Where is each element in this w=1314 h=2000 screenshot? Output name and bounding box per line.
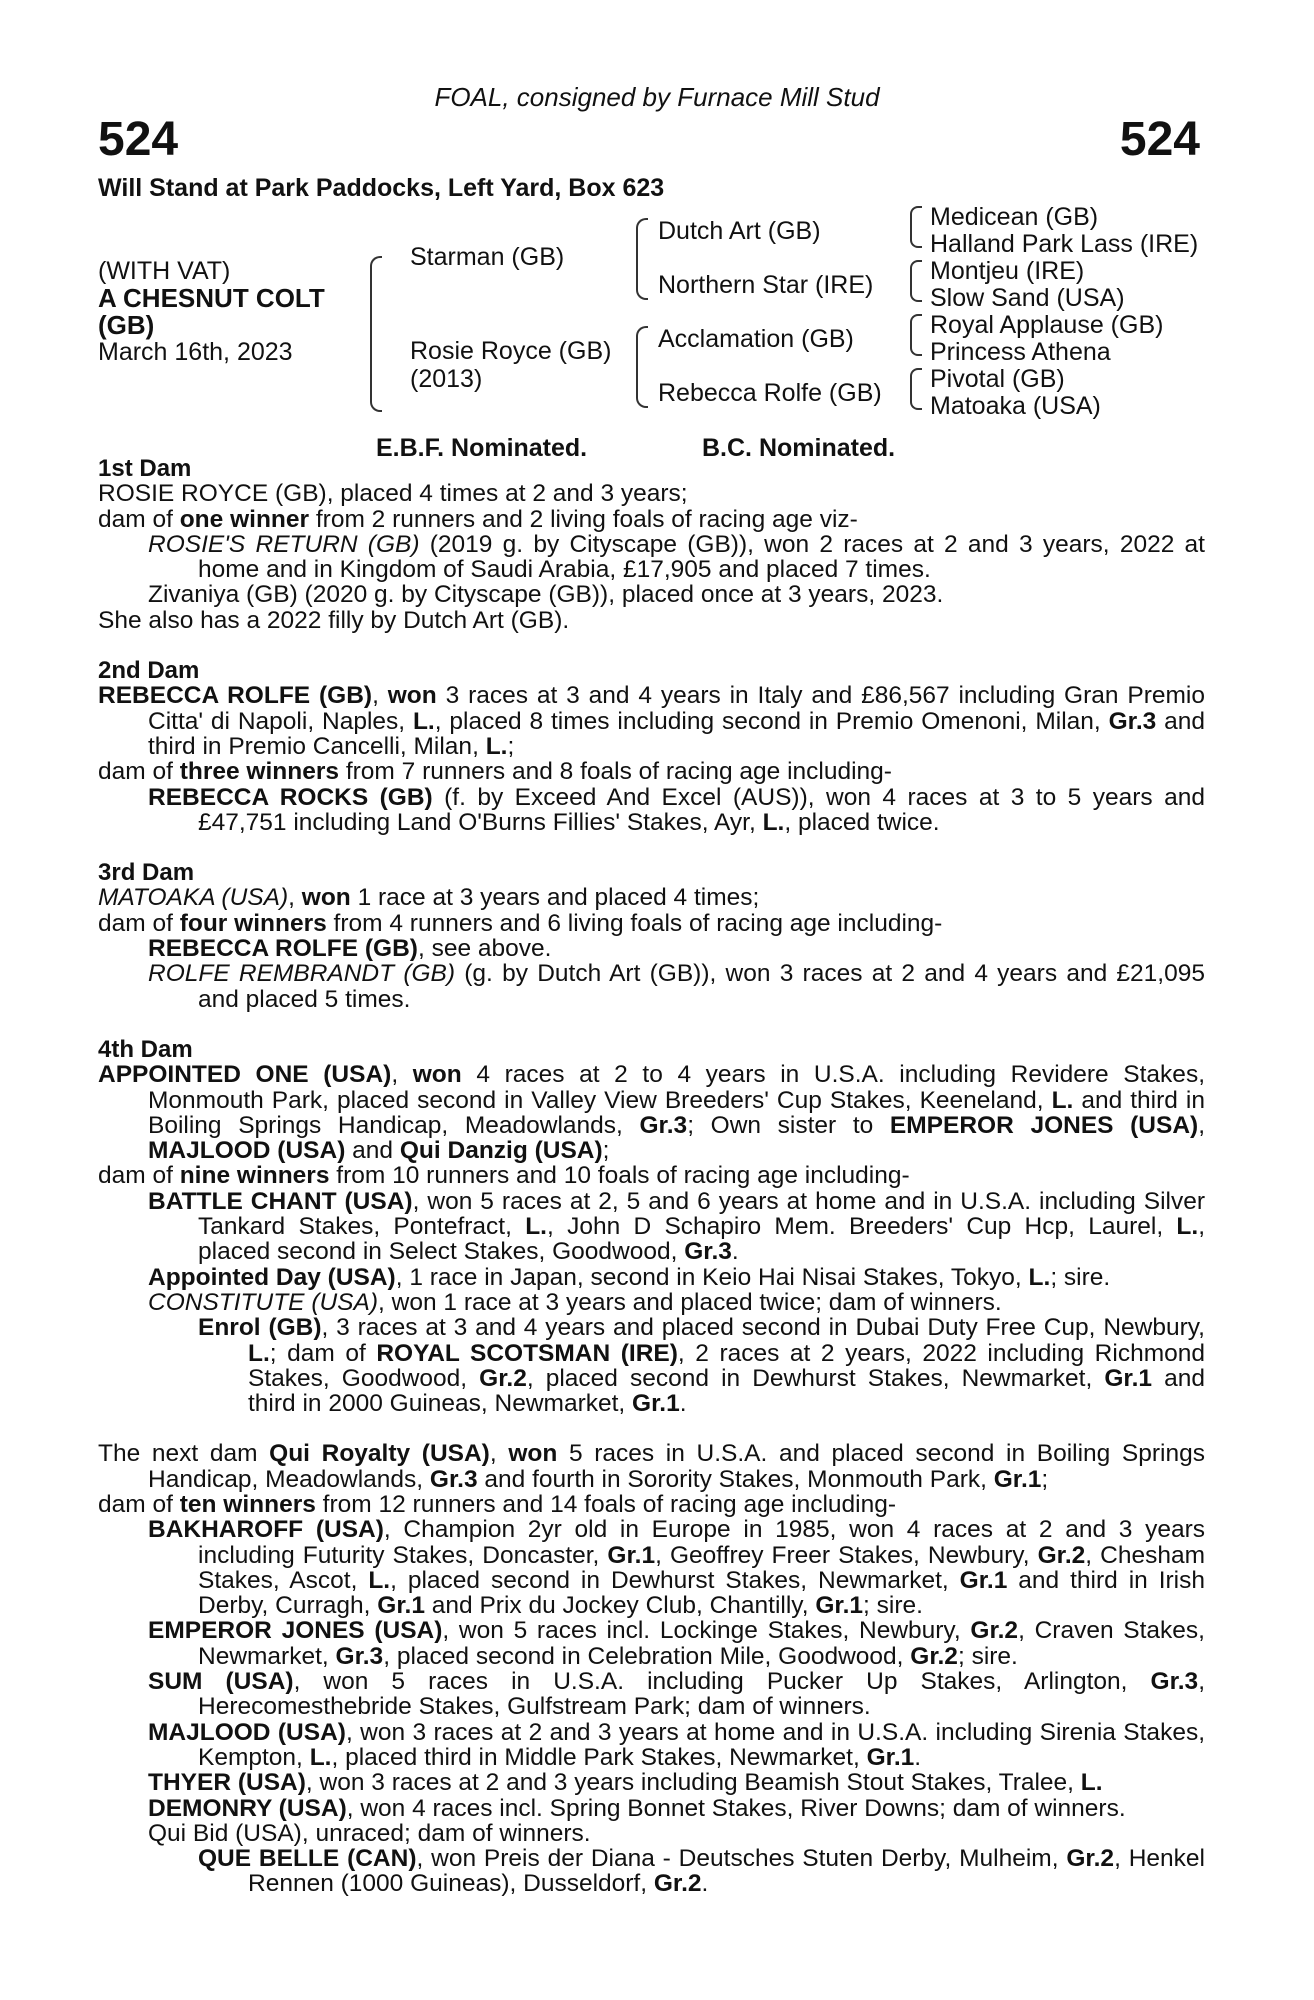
produce-que-belle: QUE BELLE (CAN), won Preis der Diana - Deutsches Stuten Derby, Mulheim, Gr.2, Henkel Rennen (1000 Guineas), Dusseldorf, Gr.2.: [198, 1845, 1205, 1898]
horse-description: A CHESNUT COLT: [98, 283, 325, 313]
brace-gen3-1: [910, 206, 922, 248]
produce-enrol: Enrol (GB), 3 races at 3 and 4 years and placed second in Dubai Duty Free Cup, Newbury, L.; dam of ROYAL SCOTSMAN (IRE), 2 races at 2 years, 2022 including Richmond Stakes, Goodwood, Gr.2, placed second in Dewhurst Stakes, Newmarket, Gr.1 and third in 2000 Guineas, Newmarket, Gr.1.: [198, 1314, 1205, 1418]
catalogue-body: [98, 456, 1205, 1897]
dam-year: (2013): [410, 365, 483, 393]
produce-thyer: THYER (USA), won 3 races at 2 and 3 years including Beamish Stout Stakes, Tralee, L.: [148, 1769, 1103, 1797]
next-dam-record: The next dam Qui Royalty (USA), won 5 races in U.S.A. and placed second in Boiling Springs Handicap, Meadowlands, Gr.3 and fourth in Sorority Stakes, Monmouth Park, Gr.1;: [98, 1440, 1206, 1493]
ebf-nominated: E.B.F. Nominated.: [376, 434, 588, 462]
gen3-1: Medicean (GB): [930, 203, 1099, 231]
third-dam-heading: 3rd Dam: [98, 859, 195, 887]
fourth-dam-produce-summary: dam of nine winners from 10 runners and 10 foals of racing age including-: [98, 1162, 910, 1190]
produce-appointed-day: Appointed Day (USA), 1 race in Japan, second in Keio Hai Nisai Stakes, Tokyo, L.; sire.: [148, 1263, 1111, 1291]
produce-demonry: DEMONRY (USA), won 4 races incl. Spring Bonnet Stakes, River Downs; dam of winners.: [148, 1794, 1126, 1822]
fourth-dam-heading: 4th Dam: [98, 1035, 193, 1063]
produce-rebecca-rolfe: REBECCA ROLFE (GB), see above.: [148, 935, 552, 963]
foaling-date: March 16th, 2023: [98, 338, 293, 366]
sire-of-dam: Acclamation (GB): [658, 325, 854, 353]
sire-of-sire: Dutch Art (GB): [658, 217, 821, 245]
brace-gen3-2: [910, 260, 922, 302]
third-dam-record: MATOAKA (USA), won 1 race at 3 years and placed 4 times;: [98, 884, 760, 912]
produce-bakharoff: BAKHAROFF (USA), Champion 2yr old in Europe in 1985, won 4 races at 2 and 3 years including Futurity Stakes, Doncaster, Gr.1, Geoffrey Freer Stakes, Newbury, Gr.2, Chesham Stakes, Ascot, L., placed second in Dewhurst Stakes, Newmarket, Gr.1 and third in Irish Derby, Curragh, Gr.1 and Prix du Jockey Club, Chantilly, Gr.1; sire.: [148, 1516, 1206, 1620]
gen3-4: Slow Sand (USA): [930, 284, 1125, 312]
gen3-7: Pivotal (GB): [930, 365, 1065, 393]
second-dam-heading: 2nd Dam: [98, 657, 200, 685]
third-dam-produce-summary: dam of four winners from 4 runners and 6 living foals of racing age including-: [98, 909, 943, 937]
dam-of-dam: Rebecca Rolfe (GB): [658, 379, 882, 407]
brace-gen3-4: [910, 368, 922, 410]
bc-nominated: B.C. Nominated.: [702, 434, 896, 462]
gen3-8: Matoaka (USA): [930, 392, 1101, 420]
vat-note: (WITH VAT): [98, 257, 231, 285]
first-dam-heading: 1st Dam: [98, 455, 192, 482]
brace-dam: [636, 326, 648, 408]
consignment-line: FOAL, consigned by Furnace Mill Stud: [434, 82, 880, 112]
lot-number-right: 524: [1119, 113, 1200, 166]
produce-rolfe-rembrandt: ROLFE REMBRANDT (GB) (g. by Dutch Art (GB)), won 3 races at 2 and 4 years and £21,095 and placed 5 times.: [148, 960, 1205, 1013]
dam-name: Rosie Royce (GB): [410, 337, 612, 365]
produce-sum: SUM (USA), won 5 races in U.S.A. including Pucker Up Stakes, Arlington, Gr.3, Herecomesthebride Stakes, Gulfstream Park; dam of winners.: [148, 1668, 1206, 1721]
second-dam-record: REBECCA ROLFE (GB), won 3 races at 3 and 4 years in Italy and £86,567 including Gran Premio Citta' di Napoli, Naples, L., placed 8 times including second in Premio Omenoni, Milan, Gr.3 and third in Premio Cancelli, Milan, L.;: [98, 682, 1206, 760]
produce-zivaniya: Zivaniya (GB) (2020 g. by Cityscape (GB)), placed once at 3 years, 2023.: [148, 581, 944, 609]
brace-gen1: [370, 256, 382, 412]
produce-emperor-jones: EMPEROR JONES (USA), won 5 races incl. Lockinge Stakes, Newbury, Gr.2, Craven Stakes, Newmarket, Gr.3, placed second in Celebration Mile, Goodwood, Gr.2; sire.: [148, 1617, 1205, 1670]
second-dam-produce-summary: dam of three winners from 7 runners and 8 foals of racing age including-: [98, 758, 892, 786]
first-dam-record: ROSIE ROYCE (GB), placed 4 times at 2 and 3 years;: [98, 480, 688, 508]
horse-country: (GB): [98, 310, 155, 340]
stand-location: Will Stand at Park Paddocks, Left Yard, Box 623: [98, 174, 665, 202]
first-dam-produce-summary: dam of one winner from 2 runners and 2 living foals of racing age viz-: [98, 505, 858, 533]
gen3-2: Halland Park Lass (IRE): [930, 230, 1199, 258]
gen3-3: Montjeu (IRE): [930, 257, 1085, 285]
produce-rosies-return: ROSIE'S RETURN (GB) (2019 g. by Cityscape (GB)), won 2 races at 2 and 3 years, 2022 at home and in Kingdom of Saudi Arabia, £17,905 and placed 7 times.: [148, 530, 1205, 584]
brace-gen3-3: [910, 314, 922, 356]
produce-qui-bid: Qui Bid (USA), unraced; dam of winners.: [148, 1819, 591, 1847]
lot-number-left: 524: [98, 113, 179, 166]
produce-constitute: CONSTITUTE (USA), won 1 race at 3 years and placed twice; dam of winners.: [148, 1288, 1002, 1316]
dam-of-sire: Northern Star (IRE): [658, 271, 874, 299]
gen3-5: Royal Applause (GB): [930, 311, 1164, 339]
sire-name: Starman (GB): [410, 243, 565, 271]
produce-battle-chant: BATTLE CHANT (USA), won 5 races at 2, 5 and 6 years at home and in U.S.A. including Silver Tankard Stakes, Pontefract, L., John D Schapiro Mem. Breeders' Cup Hcp, Laurel, L., placed second in Select Stakes, Goodwood, Gr.3.: [148, 1187, 1205, 1266]
first-dam-note: She also has a 2022 filly by Dutch Art (GB).: [98, 606, 570, 634]
fourth-dam-record: APPOINTED ONE (USA), won 4 races at 2 to 4 years in U.S.A. including Revidere Stakes, Monmouth Park, placed second in Valley View Breeders' Cup Stakes, Keeneland, L. and third in Boiling Springs Handicap, Meadowlands, Gr.3; Own sister to EMPEROR JONES (USA), MAJLOOD (USA) and Qui Danzig (USA);: [98, 1061, 1205, 1165]
gen3-6: Princess Athena: [930, 338, 1111, 366]
produce-majlood: MAJLOOD (USA), won 3 races at 2 and 3 years at home and in U.S.A. including Sirenia Stakes, Kempton, L., placed third in Middle Park Stakes, Newmarket, Gr.1.: [148, 1718, 1205, 1771]
brace-sire: [636, 218, 648, 300]
next-dam-produce-summary: dam of ten winners from 12 runners and 14 foals of racing age including-: [98, 1490, 897, 1518]
produce-rebecca-rocks: REBECCA ROCKS (GB) (f. by Exceed And Excel (AUS)), won 4 races at 3 to 5 years and £47,751 including Land O'Burns Fillies' Stakes, Ayr, L., placed twice.: [148, 783, 1205, 836]
